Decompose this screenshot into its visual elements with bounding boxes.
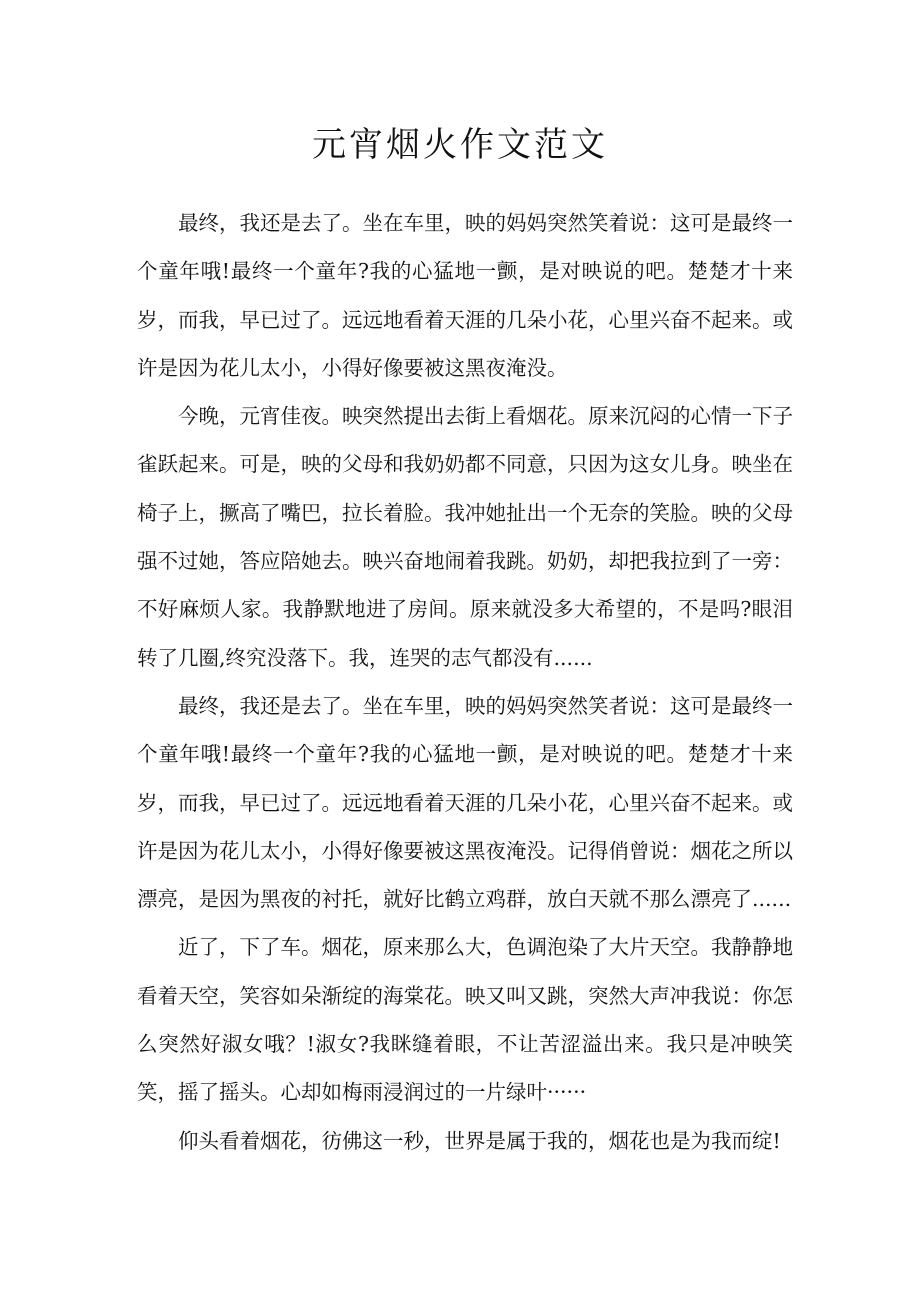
document-body [137, 199, 793, 1165]
paragraph-1: 最终，我还是去了。坐在车里，映的妈妈突然笑着说：这可是最终一个童年哦!最终一个童年?我的心猛地一颤，是对映说的吧。楚楚才十来岁，而我，早已过了。远远地看着天涯的几朵小花，心里兴奋不起来。或许是因为花儿太小，小得好像要被这黑夜淹没。 [137, 211, 793, 380]
paragraph-2: 今晚，元宵佳夜。映突然提出去街上看烟花。原来沉闷的心情一下子雀跃起来。可是，映的父母和我奶奶都不同意，只因为这女儿身。映坐在椅子上，撅高了嘴巴，拉长着脸。我冲她扯出一个无奈的笑脸。映的父母强不过她，答应陪她去。映兴奋地闹着我跳。奶奶，却把我拉到了一旁：不好麻烦人家。我静默地进了房间。原来就没多大希望的，不是吗?眼泪转了几圈,终究没落下。我，连哭的志气都没有...... [137, 404, 793, 670]
paragraph-4: 近了，下了车。烟花，原来那么大，色调泡染了大片天空。我静静地看着天空，笑容如朵渐绽的海棠花。映又叫又跳，突然大声冲我说：你怎么突然好淑女哦？!淑女?我眯缝着眼，不让苦涩溢出来。我只是冲映笑笑，摇了摇头。心却如梅雨浸润过的一片绿叶······ [137, 935, 793, 1105]
paragraph-3: 最终，我还是去了。坐在车里，映的妈妈突然笑者说：这可是最终一个童年哦!最终一个童年?我的心猛地一颤，是对映说的吧。楚楚才十来岁，而我，早已过了。远远地看着天涯的几朵小花，心里兴奋不起来。或许是因为花儿太小，小得好像要被这黑夜淹没。记得俏曾说：烟花之所以漂亮，是因为黑夜的衬托，就好比鹤立鸡群，放白天就不那么漂亮了...... [137, 693, 793, 912]
paragraph-5: 仰头看着烟花，彷佛这一秒，世界是属于我的，烟花也是为我而绽! [178, 1128, 781, 1153]
document-title: 元宵烟火作文范文 [312, 125, 608, 165]
